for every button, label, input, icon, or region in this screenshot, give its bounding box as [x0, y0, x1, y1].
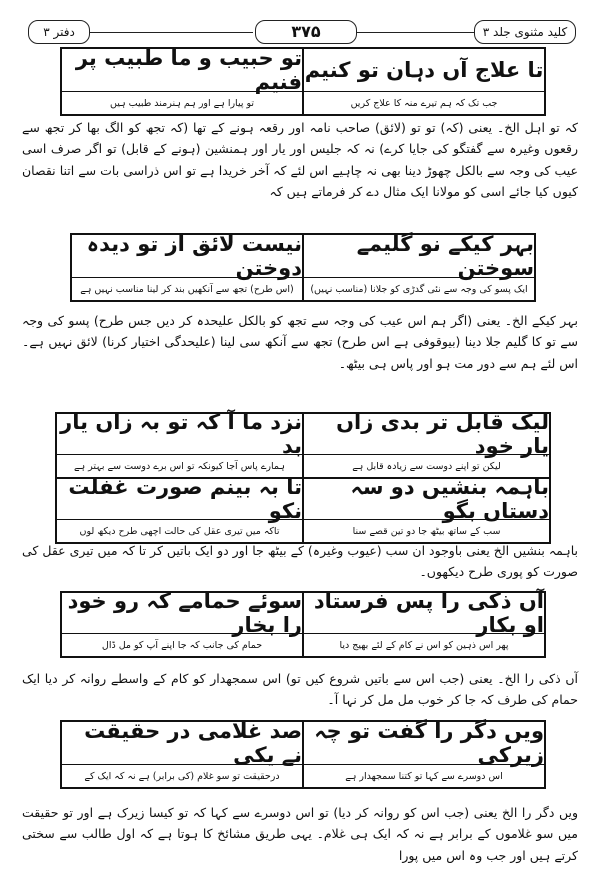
verse-translation: پھر اس ذہین کو اس نے کام کے لئے بھیج دیا	[302, 634, 544, 656]
book-title: کلید مثنوی جلد ۳	[474, 20, 576, 44]
verse-line: بہر کیکے نو گلیمے سوختن	[302, 235, 534, 277]
commentary-paragraph: باہمہ بنشیں الخ یعنی باوجود ان سب (عیوب وغیرہ) کے بیٹھ جا اور دو ایک باتیں کر تا کہ میں تیری عقل کی صورت کو پوری طرح دیکھوں۔	[22, 543, 578, 580]
commentary-paragraph: ویں دگر را الخ یعنی (جب اس کو روانہ کر دیا) تو اس دوسرے سے کہا کہ تو کیسا زیرک ہے اور تو حقیقت میں سو غلاموں کے برابر ہے نہ کہ ایک ہی غلام۔ یہی طریق مشائخ کا ہوتا ہے کہ اول طالب سے سختی کرتے ہیں اور جب وہ اس میں پورا	[22, 805, 578, 863]
verse-line: تا علاج آں دہان تو کنیم	[302, 49, 544, 91]
header-rule-left	[90, 32, 253, 33]
verse-translation: حمام کی جانب کہ جا اپنے آپ کو مل ڈال	[101, 639, 263, 651]
verse-line: ویں دگر را گفت تو چہ زیرکی	[302, 722, 544, 764]
verse-line: تا بہ بینم صورت غفلت نکو	[68, 475, 302, 523]
verse-translation: سب کے ساتھ بیٹھ جا دو تین قصے سنا	[302, 520, 549, 542]
verse-block-4	[60, 591, 546, 658]
verse-translation: جب تک کہ ہم تیرے منہ کا علاج کریں	[302, 92, 544, 114]
verse-translation: تو پیارا ہے اور ہم ہنرمند طبیب ہیں	[109, 97, 255, 109]
section-label: دفتر ۳	[28, 20, 90, 44]
verse-translation: تاکہ میں تیری عقل کی حالت اچھی طرح دیکھ لوں	[79, 525, 280, 537]
verse-block-5	[60, 720, 546, 789]
verse-line: تو حبیب و ما طبیب پر فنیم	[75, 46, 302, 94]
verse-line: آں ذکی را پس فرستاد او بکار	[302, 593, 544, 633]
verse-translation: لیکن تو اپنے دوست سے زیادہ قابل ہے	[302, 455, 549, 477]
verse-line: باہمہ بنشیں دو سہ دستاں بگو	[302, 479, 549, 519]
commentary-paragraph: آں ذکی را الخ۔ یعنی (جب اس سے باتیں شروع کیں تو) اس سمجھدار کو کام کے واسطے روانہ کر دیا ایک حمام کی طرف کہ جا کر خوب مل مل کر نہا آ۔	[22, 671, 578, 708]
verse-block-3	[55, 412, 551, 544]
verse-translation: ہمارے پاس آجا کیونکہ تو اس برے دوست سے بہتر ہے	[74, 460, 285, 472]
verse-translation: درحقیقت تو سو غلام (کی برابر) ہے نہ کہ ایک کے	[84, 770, 280, 782]
verse-line: سوئے حمامے کہ رو خود را بخار	[67, 589, 302, 637]
commentary-paragraph: بہر کیکے الخ۔ یعنی (اگر ہم اس عیب کی وجہ سے تجھ کو بالکل علیحدہ کر دیں جس طرح) پسو کی وجہ سے تو کا گلیم جلا دینا (بیوقوفی ہے اس طرح) تجھ سے آنکھ سی لینا (علیحدگی اختیار کرنا) لائق نہیں ہے۔ اس لئے ہم سے دور مت ہو اور پاس ہی بیٹھ۔	[22, 313, 578, 371]
page-header	[20, 14, 580, 44]
verse-translation: ایک پسو کی وجہ سے نئی گدڑی کو جلانا (مناسب نہیں)	[302, 278, 534, 300]
commentary-paragraph: کہ تو اہل الخ۔ یعنی (کہ) تو تو (لائق) صاحب نامہ اور رقعہ ہونے کے تھا (کہ تجھ کو الگ بھا کر تجھ سے رقعوں وغیرہ سے گفتگو کی جایا کرے) نہ کہ جلیس اور یار اور ہمنشین (ہونے کے قابل) تو اگر صرف اسی عیب کی وجہ سے بالکل چھوڑ دینا بھی نہ چاہیے اس لئے کہ آخر خریدا ہے تو اس ذراسی بات سے اتنا نقصان کیوں کیا جائے اسی کو مولانا ایک مثال دے کر فرماتے ہیں کہ	[22, 120, 578, 199]
verse-line: نزد ما آ کہ تو بہ زاں یار بد	[60, 410, 302, 458]
verse-line: لیک قابل تر بدی زاں یار خود	[302, 414, 549, 454]
header-rule-right	[357, 32, 474, 33]
verse-translation: اس دوسرے سے کہا تو کتنا سمجھدار ہے	[302, 765, 544, 787]
page-number: ۳۷۵	[255, 20, 357, 44]
verse-block-2	[70, 233, 536, 302]
verse-line: صد غلامی در حقیقت نے یکی	[84, 719, 302, 767]
verse-block-1	[60, 47, 546, 116]
verse-line: نیست لائق از تو دیدہ دوختن	[86, 232, 302, 280]
verse-translation: (اس طرح) تجھ سے آنکھیں بند کر لینا مناسب نہیں ہے	[80, 283, 294, 295]
